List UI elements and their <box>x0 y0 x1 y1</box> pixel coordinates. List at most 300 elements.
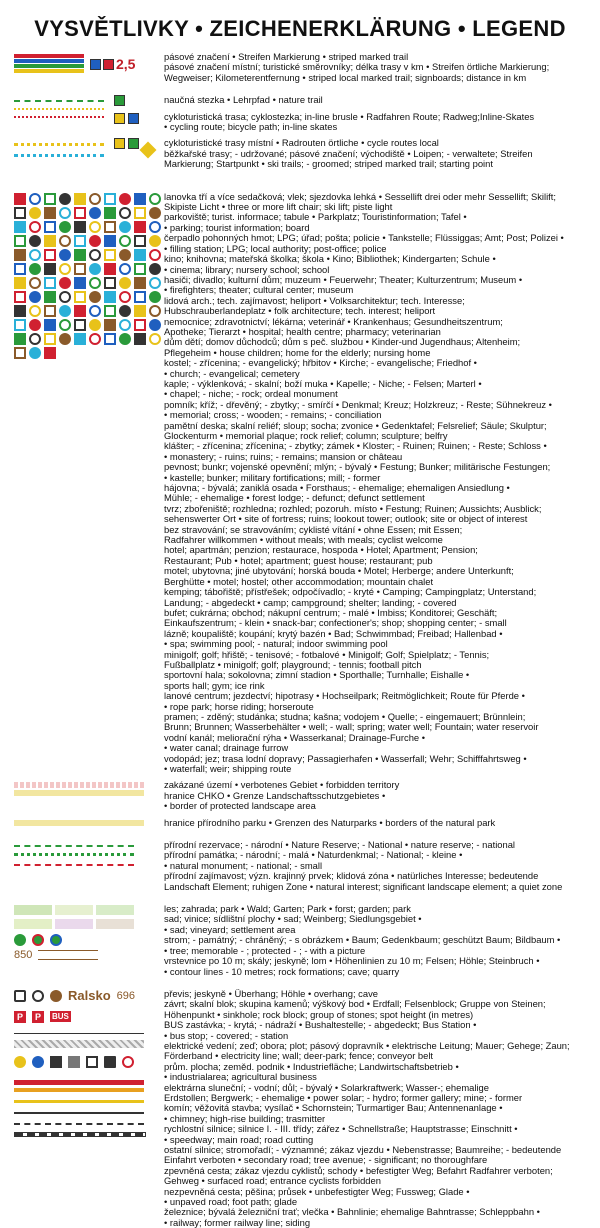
starting-point-icon <box>140 142 157 159</box>
legend-line: • filling station; LPG; local authority; post-office; police <box>164 243 387 254</box>
vineyard-swatch <box>55 919 93 929</box>
parking-icon <box>59 193 71 205</box>
legend-line: Glockenturm • memorial plaque; rock relief; column; sculpture; belfry <box>164 431 448 441</box>
cemetery-icon <box>44 235 56 247</box>
legend-line: sportovní hala; sokolovna; zimní stadion • Sporthalle; Turnhalle; Eishalle • <box>164 670 470 681</box>
legend-line: hranice CHKO • Grenze Landschaftsschutzgebietes • <box>164 790 386 801</box>
ski-groomed-icon <box>128 138 139 149</box>
legend-line: elektrárna sluneční; - vodní; důl; - bývalý • Solarkraftwerk; Wasser-; ehemalige <box>164 1082 489 1093</box>
legend-line: hotel; apartmán; penzion; restaurace, hospoda • Hotel; Apartment; Pension; <box>164 545 478 556</box>
chimney-icon <box>86 1056 98 1068</box>
hospital-icon <box>44 221 56 233</box>
ski-trail-line <box>14 154 104 157</box>
legend-line: tvrz; zbořeniště; rozhledna; rozhled; pozoruh. místo • Festung; Ruinen; Aussichts; Ausblick; <box>164 503 542 514</box>
guest-house-icon <box>14 291 26 303</box>
legend-line: nemocnice; zdravotnictví; lékárna; veterinář • Krankenhaus; Gesundheitszentrum; <box>164 316 503 327</box>
ski-icon <box>114 138 125 149</box>
cycle-route-line <box>14 108 104 110</box>
no-meals-icon <box>89 277 101 289</box>
board-icon <box>89 193 101 205</box>
legend-line: • rope park; horse riding; horseroute <box>164 701 314 712</box>
legend-line: motel; ubytovna; jiné ubytování; horská bouda • Motel; Herberge; andere Unterkunft; <box>164 566 514 577</box>
legend-line: Landschaft Element; ruhigen Zone • natural interest; significant landscape element; a quiet zone <box>164 881 563 892</box>
poi-icon-grid <box>14 192 164 359</box>
cave-icon <box>32 990 44 1002</box>
legend-line: lázně; koupaliště; koupání; krytý bazén • Bad; Schwimmbad; Freibad; Hallenbad • <box>164 628 503 639</box>
mine-icon <box>50 1056 62 1068</box>
camp-icon <box>104 291 116 303</box>
minigolf-icon <box>14 319 26 331</box>
legend-row-ski-trail <box>14 138 586 169</box>
stronghold-icon <box>14 277 26 289</box>
legend-line: • industrialarea; agricultural business <box>164 1072 317 1083</box>
legend-line: • natural monument; - national; - small <box>164 860 323 871</box>
legend-text <box>164 989 586 1228</box>
sports-hall-icon <box>89 319 101 331</box>
legend-line: sports hall; gym; ice rink <box>164 680 265 691</box>
peak-elevation: 696 <box>116 989 135 1002</box>
relief-icon <box>59 249 71 261</box>
fire-station-icon <box>89 207 101 219</box>
solar-plant-icon <box>14 1056 26 1068</box>
demolition-icon <box>29 277 41 289</box>
folk-architecture-icon <box>149 207 161 219</box>
legend-line: sehenswerter Ort • site of fortress; ruins; lookout tower; outlook; site or object of interest <box>164 514 528 525</box>
health-icon <box>59 221 71 233</box>
terrain-icons <box>14 989 164 1003</box>
legend-line: lanovka tří a více sedačková; vlek; sjezdovka lehká • Sessellift drei oder mehr Sessellift; Skilift; <box>164 191 556 202</box>
legend-line: • chapel; - niche; - rock; ordeal monument <box>164 389 338 400</box>
legend-line: • water canal; drainage furrow <box>164 743 289 754</box>
legend-title: VYSVĚTLIVKY • ZEICHENERKLÄRUNG • LEGEND <box>34 16 566 41</box>
well-icon <box>59 333 71 345</box>
rock-chapel-icon <box>89 235 101 247</box>
evangelical-church-icon <box>29 235 41 247</box>
legend-line: • speedway; main road; road cutting <box>164 1134 314 1145</box>
legend-line: • spa; swimming pool; - natural; indoor swimming pool <box>164 639 388 650</box>
legend-rows <box>14 52 586 1228</box>
legend-line: Wegweiser; Kilometerentfernung • striped local marked trail; signboards; distance in km <box>164 72 527 83</box>
natural-park-band <box>14 820 144 826</box>
settlement-swatch <box>96 919 134 929</box>
ordeal-icon <box>104 235 116 247</box>
legend-line: • tree; memorable - ; protected - ; - with a picture <box>164 945 366 956</box>
cyclist-welcome-icon <box>119 277 131 289</box>
legend-line: • contour lines - 10 metres; rock formations; cave; quarry <box>164 966 400 977</box>
railway-line <box>14 1132 146 1137</box>
ski-trail-symbols <box>14 138 164 165</box>
transport-symbols <box>14 989 164 1144</box>
bus-stop-icon: P <box>14 1011 26 1023</box>
legend-line: parkoviště; turist. informace; tabule • Parkplatz; Touristinformation; Tafel • <box>164 212 467 223</box>
speedway-line <box>14 1080 144 1085</box>
protected-tree-icon <box>50 934 62 946</box>
spring-icon <box>29 333 41 345</box>
church-icon <box>149 221 161 233</box>
quiet-zone-border <box>14 864 134 866</box>
legend-line: minigolf; golf; hřiště; - tenisové; - fotbalové • Minigolf; Golf; Spielplatz; - Tennis; <box>164 649 490 660</box>
small-mall-icon <box>89 305 101 317</box>
meals-icon <box>104 277 116 289</box>
legend-line: zakázané území • verbotenes Gebiet • forbidden territory <box>164 780 400 791</box>
reservoir-icon <box>104 333 116 345</box>
apartment-icon <box>149 277 161 289</box>
natural-park-symbols <box>14 818 164 828</box>
legend-line: Landung; - abgedeckt • camp; campground; shelter; landing; - covered <box>164 597 457 608</box>
legend-line: • monastery; - ruins; ruins; - remains; mansion or château <box>164 451 403 462</box>
legend-line: přírodní památka; - národní; - malá • Naturdenkmal; - National; - kleine • <box>164 850 463 861</box>
legend-text <box>164 840 586 892</box>
land-use-swatches <box>14 919 164 929</box>
legend-line: hájovna; - bývalá; zaniklá osada • Forsthaus; - ehemalige; ehemaligen Ansiedlung • <box>164 483 510 494</box>
legend-line: Förderband • electricity line; wall; deer-park; fence; conveyor belt <box>164 1051 434 1062</box>
legend-line: pásové značení • Streifen Markierung • striped marked trail <box>164 52 409 62</box>
legend-line: převis; jeskyně • Überhang; Höhle • overhang; cave <box>164 988 378 999</box>
water-well-icon <box>74 333 86 345</box>
rope-park-icon <box>134 319 146 331</box>
orchard-swatch <box>14 919 52 929</box>
transmitter-icon <box>122 1056 134 1068</box>
legend-line: kostel; - zřícenina; - evangelický; hřbitov • Kirche; - evangelische; Friedhof • <box>164 358 477 369</box>
vet-icon <box>89 221 101 233</box>
playground-icon <box>44 319 56 331</box>
inline-skates-icon <box>128 113 139 124</box>
unpaved-road-line <box>14 1123 144 1125</box>
tower-icon <box>104 1056 116 1068</box>
legend-line: Radfahrer willkommen • without meals; with meals; cyclist welcome <box>164 535 443 546</box>
signboard-group <box>90 56 135 72</box>
gym-icon <box>104 319 116 331</box>
chalet-icon <box>89 291 101 303</box>
legend-line: pásové značení místní; turistické směrovníky; délka trasy v km • Streifen örtliche Markierung; <box>164 62 550 73</box>
legend-line: • chimney; high-rise building; trasmitter <box>164 1113 326 1124</box>
legend-line: • border of protected landscape area <box>164 801 316 812</box>
sight-icon <box>74 277 86 289</box>
forest-symbols <box>14 904 164 961</box>
walled-spring-icon <box>44 333 56 345</box>
fortification-icon <box>74 263 86 275</box>
legend-line: kemping; tábořiště; přístřešek; odpočívadlo; - kryté • Camping; Campingplatz; Unterstand; <box>164 587 537 598</box>
wooden-cross-icon <box>149 235 161 247</box>
former-mill-icon <box>104 263 116 275</box>
legend-row-forbidden <box>14 780 586 811</box>
children-house-icon <box>104 221 116 233</box>
memorable-tree-icon <box>32 934 44 946</box>
legend-line: Markierung; Startpunkt • ski trails; - groomed; striped marked trail; starting point <box>164 159 493 170</box>
tree-icon <box>14 934 26 946</box>
secondary-road-line <box>14 1100 144 1103</box>
shop-icon <box>59 305 71 317</box>
legend-line: Höhenpunkt • sinkhole; rock block; group of stones; spot height (in metres) <box>164 1009 474 1020</box>
legend-line: • bus stop; - covered; - station <box>164 1030 289 1041</box>
weir-icon <box>14 347 26 359</box>
legend-line: pamětní deska; skalní reliéf; sloup; socha; zvonice • Gedenktafel; Felsrelief; Säule; Skulptur; <box>164 420 547 431</box>
ruins-icon <box>149 249 161 261</box>
legend-line: Hubschrauberlandeplatz • folk architecture; tech. interest; heliport <box>164 306 436 317</box>
lpg-icon <box>119 193 131 205</box>
legend-line: lanové centrum; jezdectví; hipotrasy • Hochseilpark; Reitmöglichkeit; Route für Pferde • <box>164 691 525 702</box>
column-icon <box>74 249 86 261</box>
hydro-plant-icon <box>32 1056 44 1068</box>
legend-row-poi <box>14 192 586 775</box>
legend-text <box>164 818 586 828</box>
pool-icon <box>119 305 131 317</box>
church-ruin-icon <box>14 235 26 247</box>
ice-rink-icon <box>119 319 131 331</box>
info-icon <box>74 193 86 205</box>
legend-line: • kastelle; bunker; military fortifications; mill; - former <box>164 472 381 483</box>
signboard-icon <box>103 59 114 70</box>
bus-station-icon: BUS <box>52 1012 69 1022</box>
legend-line: vodopád; jez; trasa lodní dopravy; Passagierhafen • Wasserfall; Wehr; Schifffahrtsweg • <box>164 753 527 764</box>
legend-line: hranice přírodního parku • Grenzen des Naturparks • borders of the natural park <box>164 817 496 828</box>
waterfall-icon <box>149 333 161 345</box>
legend-text <box>164 138 586 169</box>
legend-line: železnice; bývalá železniční trať; vlečka • Bahnlinie; ehemalige Bahntrasse; Schleppbahn • <box>164 1207 540 1218</box>
legend-text <box>164 904 586 977</box>
reserve-border <box>14 845 134 847</box>
niche-icon <box>74 235 86 247</box>
hostel-icon <box>59 291 71 303</box>
legend-line: Pflegeheim • house children; home for the elderly; nursing home <box>164 347 431 358</box>
legend-line: naučná stezka • Lehrpfad • nature trail <box>164 95 323 106</box>
legend-row-transport <box>14 989 586 1228</box>
legend-line: Gehweg • surfaced road; entrance cyclists forbidden <box>164 1176 381 1187</box>
forest-swatch <box>14 905 52 915</box>
mill-icon <box>89 263 101 275</box>
library-icon <box>44 207 56 219</box>
horse-route-icon <box>14 333 26 345</box>
legend-line: Erdstollen; Bergwerk; - ehemalige • power solar; - hydro; former gallery; mine; - former <box>164 1092 523 1103</box>
settlement-icon <box>149 263 161 275</box>
legend-line: • cycling route; bicycle path; in-line skates <box>164 122 338 133</box>
forbidden-symbols <box>14 780 164 798</box>
legend-line: kaple; - výklenková; - skalní; boží muka • Kapelle; - Niche; - Felsen; Marterl • <box>164 378 482 389</box>
restaurant-icon <box>29 291 41 303</box>
school-icon <box>74 207 86 219</box>
plaque-icon <box>44 249 56 261</box>
legend-line: lidová arch.; tech. zajímavost; heliport • Volksarchitektur; tech. Interesse; <box>164 295 465 306</box>
nursery-icon <box>59 207 71 219</box>
legend-line: bufet; cukrárna; obchod; nákupní centrum; - malé • Imbiss; Konditorei; Geschäft; <box>164 607 498 618</box>
legend-line: Skipiste Licht • three or more lift chair; ski lift; piste light <box>164 202 393 213</box>
mall-icon <box>74 305 86 317</box>
lodge-icon <box>119 263 131 275</box>
surfaced-road-line <box>14 1112 144 1114</box>
legend-row-forest <box>14 904 586 977</box>
legend-line: rychlostní silnice; silnice I. - III. třídy; zářez • Schnellstraße; Hauptstrasse; Einschnitt • <box>164 1124 518 1135</box>
legend-line: dům dětí; domov důchodců; dům s peč. službou • Kinder-und Jugendhaus; Altenheim; <box>164 337 521 348</box>
legend-text <box>164 780 586 811</box>
piste-icon <box>44 193 56 205</box>
legend-line: Einkaufszentrum; - klein • snack-bar; confectioner's; shop; shopping center; - small <box>164 618 507 629</box>
legend-line: • parking; tourist information; board <box>164 222 310 233</box>
pharmacy-icon <box>74 221 86 233</box>
legend-text <box>164 52 586 83</box>
legend-line: závrt; skalní blok; skupina kamenů; výškový bod • Erdfall; Felsenblock; Gruppe von Steinen; <box>164 999 546 1010</box>
legend-line: prům. plocha; zeměd. podnik • Industriefläche; Landwirtschaftsbetrieb • <box>164 1061 459 1072</box>
legend-line: bez stravování; se stravováním; cyklisté vítání • ohne Essen; mit Essen; <box>164 524 463 535</box>
hotel-icon <box>134 277 146 289</box>
legend-line: pomník; kříž; - dřevěný; - zbytky; - smírčí • Denkmal; Kreuz; Holzkreuz; - Reste; Sühnekreuz • <box>164 399 552 410</box>
port-icon <box>44 347 56 359</box>
covered-rest-icon <box>14 305 26 317</box>
legend-line: Mühle; - ehemalige • forest lodge; - defunct; defunct settlement <box>164 493 425 504</box>
sinkhole-icon <box>50 990 62 1002</box>
shelter-icon <box>134 291 146 303</box>
legend-line: pramen; - zděný; studánka; studna; kašna; vodojem • Quelle; - eingemauert; Brünnlein; <box>164 711 526 722</box>
legend-line: les; zahrada; park • Wald; Garten; Park • forst; garden; park <box>164 904 411 915</box>
remains-icon <box>14 263 26 275</box>
tree-icons <box>14 934 164 946</box>
legend-line: • waterfall; weir; shipping route <box>164 764 292 774</box>
legend-line: ostatní silnice; stromořadí; - významné; zákaz vjezdu • Nebenstrasse; Baumreihe; - bedeutende <box>164 1145 562 1155</box>
legend-line: elektrické vedení; zeď; obora; plot; pásový dopravník • elektrische Leitung; Mauer; Gehege; Zaun; <box>164 1040 570 1051</box>
snack-bar-icon <box>29 305 41 317</box>
legend-line: Berghütte • motel; hostel; other accommodation; mountain chalet <box>164 576 434 587</box>
natural-pool-icon <box>134 305 146 317</box>
legend-line: • church; - evangelical; cemetery <box>164 368 300 379</box>
nature-reserve-symbols <box>14 840 164 874</box>
cinema-icon <box>29 207 41 219</box>
police-icon <box>14 207 26 219</box>
bicycle-icon <box>114 113 125 124</box>
chairlift-icon <box>14 193 26 205</box>
fortress-icon <box>44 263 56 275</box>
legend-text <box>164 95 586 132</box>
main-road-line <box>14 1088 144 1092</box>
contour-lines <box>38 950 98 960</box>
spa-icon <box>104 305 116 317</box>
confectioner-icon <box>44 305 56 317</box>
legend-line: vrstevnice po 10 m; skály; jeskyně; lom • Höhenlinien zu 10 m; Felsen; Höhle; Steinbruch • <box>164 956 540 967</box>
shipping-icon <box>29 347 41 359</box>
lookout-tower-icon <box>44 277 56 289</box>
legend-line: Brunn; Brunnen; Wasserbehälter • well; - wall; spring; water well; Fountain; water reservoir <box>164 722 539 733</box>
canal-icon <box>119 333 131 345</box>
castle-icon <box>29 263 41 275</box>
cross-remains-icon <box>14 249 26 261</box>
legend-line: cykloturistické trasy místní • Radrouten örtliche • cycle routes local <box>164 138 439 149</box>
legend-line: komín; věžovitá stavba; vysílač • Schornstein; Turmartiger Bau; Antennenanlage • <box>164 1103 503 1114</box>
legend-line: přírodní rezervace; - národní • Nature Reserve; - National • nature reserve; - national <box>164 840 515 851</box>
cross-icon <box>134 235 146 247</box>
horse-riding-icon <box>149 319 161 331</box>
motel-icon <box>44 291 56 303</box>
distance-value: 2,5 <box>116 56 136 72</box>
blue-stripe-line <box>14 59 84 63</box>
belfry-icon <box>104 249 116 261</box>
chapel-icon <box>59 235 71 247</box>
legend-line: kino; knihovna; mateřská školka; škola • Kino; Bibliothek; Kindergarten; Schule • <box>164 254 496 265</box>
red-stripe-line <box>14 54 84 58</box>
indoor-pool-icon <box>149 305 161 317</box>
legend-line: • firefighters; theater; cultural center; museum <box>164 285 354 296</box>
park-swatch <box>96 905 134 915</box>
legend-line: strom; - památný; - chráněný; - s obrázkem • Baum; Gedenkbaum; geschützt Baum; Bildbaum • <box>164 935 561 946</box>
land-cover-swatches <box>14 905 164 915</box>
furrow-icon <box>134 333 146 345</box>
striped-trail-symbols <box>14 52 164 74</box>
tennis-icon <box>59 319 71 331</box>
monastery-ruin-icon <box>134 249 146 261</box>
heliport-icon <box>29 221 41 233</box>
bus-covered-icon: P <box>32 1011 44 1023</box>
monastery-icon <box>119 249 131 261</box>
legend-line: • railway; former railway line; siding <box>164 1217 311 1228</box>
legend-line: klášter; - zřícenina; zřícenina; - zbytky; zámek • Kloster; - Ruinen; Ruinen; - Reste; Schloss • <box>164 441 547 452</box>
bunker-icon <box>59 263 71 275</box>
rest-area-icon <box>149 291 161 303</box>
legend-line: Fußballplatz • minigolf; golf; playground; - tennis; football pitch <box>164 659 422 670</box>
peak-name: Ralsko <box>68 987 111 1003</box>
legend-line: Einfahrt verboten • secondary road; tree avenue; - significant; no thoroughfare <box>164 1155 488 1166</box>
legend-line: Apotheke; Tierarzt • hospital; health centre; pharmacy; veterinarian <box>164 326 441 337</box>
legend-line: zpevněná cesta; zákaz vjezdu cyklistů; schody • befestigter Weg; Befahrt Radfahrer verboten; <box>164 1165 553 1176</box>
theater-icon <box>104 207 116 219</box>
nature-trail-line <box>14 100 104 102</box>
industrial-area <box>14 1040 144 1048</box>
power-icons <box>14 1056 164 1068</box>
elevation-label: 850 <box>14 949 33 962</box>
legend-line: • memorial; cross; - wooden; - remains; - conciliation <box>164 410 382 421</box>
monument-border <box>14 853 134 856</box>
legend-line: pevnost; bunkr; vojenské opevnění; mlýn; - bývalý • Festung; Bunker; militärische Festungen; <box>164 462 551 473</box>
elderly-home-icon <box>119 221 131 233</box>
garden-swatch <box>55 905 93 915</box>
legend-line: vodní kanál; meliorační rýha • Wasserkanal; Drainage-Furche • <box>164 732 426 743</box>
power-line <box>14 1033 144 1034</box>
fountain-icon <box>89 333 101 345</box>
campground-icon <box>119 291 131 303</box>
poi-symbols <box>14 192 164 359</box>
former-mine-icon <box>68 1056 80 1068</box>
yellow-stripe-line <box>14 69 84 73</box>
legend-line: nezpevněná cesta; pěšina; průsek • unbefestigter Weg; Fussweg; Glade • <box>164 1186 470 1197</box>
legend-line: čerpadlo pohonných hmot; LPG; úřad; pošta; policie • Tankstelle; Flüssiggas; Amt; Post; Polizei • <box>164 233 564 244</box>
legend-line: Restaurant; Pub • hotel; apartment; guest house; restaurant; pub <box>164 555 433 566</box>
green-stripe-line <box>14 64 84 68</box>
legend-line: sad; vinice; sídlištní plochy • sad; Weinberg; Siedlungsgebiet • <box>164 914 422 925</box>
outlook-icon <box>59 277 71 289</box>
legend-line: • cinema; library; nursery school; school <box>164 264 330 275</box>
overhang-icon <box>14 990 26 1002</box>
nursing-home-icon <box>134 221 146 233</box>
legend-line: běžkařské trasy; - udržované; pásové značení; východiště • Loipen; - verwaltete; Streifen <box>164 148 533 159</box>
local-cycle-line <box>14 143 104 146</box>
legend-row-natural-park <box>14 818 586 828</box>
nature-trail-icon <box>114 95 125 106</box>
protected-area-band <box>14 790 144 796</box>
contour-row <box>14 949 164 961</box>
nature-trail-symbols <box>14 95 164 124</box>
legend-line: BUS zastávka; - krytá; - nádraží • Bushaltestelle; - abgedeckt; Bus Station • <box>164 1020 477 1031</box>
post-icon <box>149 193 161 205</box>
former-lodge-icon <box>134 263 146 275</box>
tech-interest-icon <box>14 221 26 233</box>
golf-icon <box>29 319 41 331</box>
legend-row-nature-trail <box>14 95 586 132</box>
legend-row-striped-trail <box>14 52 586 83</box>
legend-row-nature-reserve <box>14 840 586 892</box>
legend-text <box>164 192 586 775</box>
museum-icon <box>134 207 146 219</box>
signboard-icon <box>90 59 101 70</box>
ski-lift-icon <box>29 193 41 205</box>
football-icon <box>74 319 86 331</box>
bus-icons <box>14 1011 164 1023</box>
culture-icon <box>119 207 131 219</box>
